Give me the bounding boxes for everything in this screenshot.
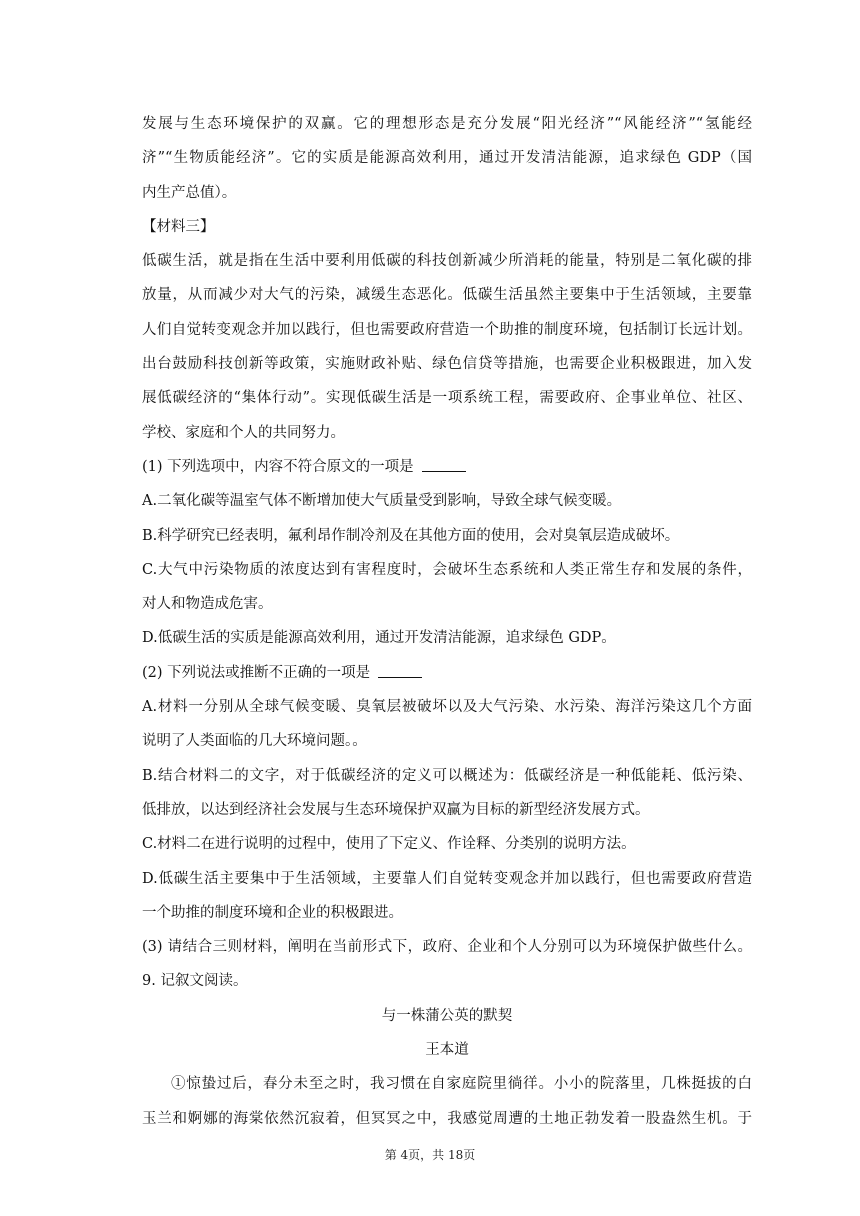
text-line: 内生产总值）。 <box>142 184 237 201</box>
text-line: 出台鼓励科技创新等政策，实施财政补贴、绿色信贷等措施，也需要企业积极跟进，加入发 <box>142 356 752 373</box>
option-line: A.材料一分别从全球气候变暖、臭氧层被破坏以及大气污染、水污染、海洋污染这几个方面 <box>142 699 752 716</box>
text-line: 放量，从而减少对大气的污染，减缓生态恶化。低碳生活虽然主要集中于生活领域，主要靠 <box>142 287 752 304</box>
text-line: 低碳生活，就是指在生活中要利用低碳的科技创新减少所消耗的能量，特别是二氧化碳的排 <box>142 253 752 270</box>
answer-blank <box>378 663 422 678</box>
text-line: 人们自觉转变观念并加以践行，但也需要政府营造一个助推的制度环境，包括制订长远计划。 <box>142 321 752 338</box>
paragraph-line: ①惊蛰过后，春分未至之时，我习惯在自家庭院里徜徉。小小的院落里，几株挺拔的白 <box>171 1076 752 1093</box>
option-line: A.二氧化碳等温室气体不断增加使大气质量受到影响，导致全球气候变暖。 <box>142 493 622 510</box>
option-line: B.科学研究已经表明，氟利昂作制冷剂及在其他方面的使用，会对臭氧层造成破坏。 <box>142 527 680 544</box>
text-line: 学校、家庭和个人的共同努力。 <box>142 424 345 441</box>
text-line: 发展与生态环境保护的双赢。它的理想形态是充分发展“阳光经济”“风能经济”“氢能经 <box>142 116 752 132</box>
option-line: C.大气中污染物质的浓度达到有害程度时，会破坏生态系统和人类正常生存和发展的条件， <box>142 561 752 578</box>
question-1 <box>142 450 752 484</box>
option-line: B.结合材料二的文字，对于低碳经济的定义可以概述为：低碳经济是一种低能耗、低污染、 <box>142 767 752 784</box>
option-line: C.材料二在进行说明的过程中，使用了下定义、作诠释、分类别的说明方法。 <box>142 836 636 853</box>
page-content <box>142 107 752 1136</box>
section-heading: 【材料三】 <box>142 218 215 235</box>
option-line: D.低碳生活的实质是能源高效利用，通过开发清洁能源，追求绿色 GDP。 <box>142 630 616 647</box>
section-number: 9. 记叙文阅读。 <box>142 973 248 990</box>
option-line: 对人和物造成危害。 <box>142 596 273 613</box>
option-line: D.低碳生活主要集中于生活领域，主要靠人们自觉转变观念并加以践行，但也需要政府营造 <box>142 870 752 887</box>
option-line: 低排放，以达到经济社会发展与生态环境保护双赢为目标的新型经济发展方式。 <box>142 801 650 818</box>
answer-blank <box>422 457 466 472</box>
page-footer: 第 4页，共 18页 <box>384 1148 476 1162</box>
option-line: 说明了人类面临的几大环境问题。。 <box>142 733 367 750</box>
text-line: 济”“生物质能经济”。它的实质是能源高效利用，通过开发清洁能源，追求绿色 GDP（国 <box>142 150 752 167</box>
question-text: (2) 下列说法或推断不正确的一项是 <box>142 664 371 681</box>
question-3: (3) 请结合三则材料，阐明在当前形式下，政府、企业和个人分别可以为环境保护做些什么。 <box>142 939 752 956</box>
article-author: 王本道 <box>425 1042 469 1059</box>
article-title: 与一株蒲公英的默契 <box>381 1007 513 1024</box>
text-line: 展低碳经济的“集体行动”。实现低碳生活是一项系统工程，需要政府、企事业单位、社区、 <box>142 390 752 407</box>
option-line: 一个助推的制度环境和企业的积极跟进。 <box>142 904 403 921</box>
question-text: (1) 下列选项中，内容不符合原文的一项是 <box>142 458 414 475</box>
question-2 <box>142 656 752 690</box>
paragraph-line: 玉兰和婀娜的海棠依然沉寂着，但冥冥之中，我感觉周遭的土地正勃发着一股盎然生机。于 <box>142 1110 752 1127</box>
